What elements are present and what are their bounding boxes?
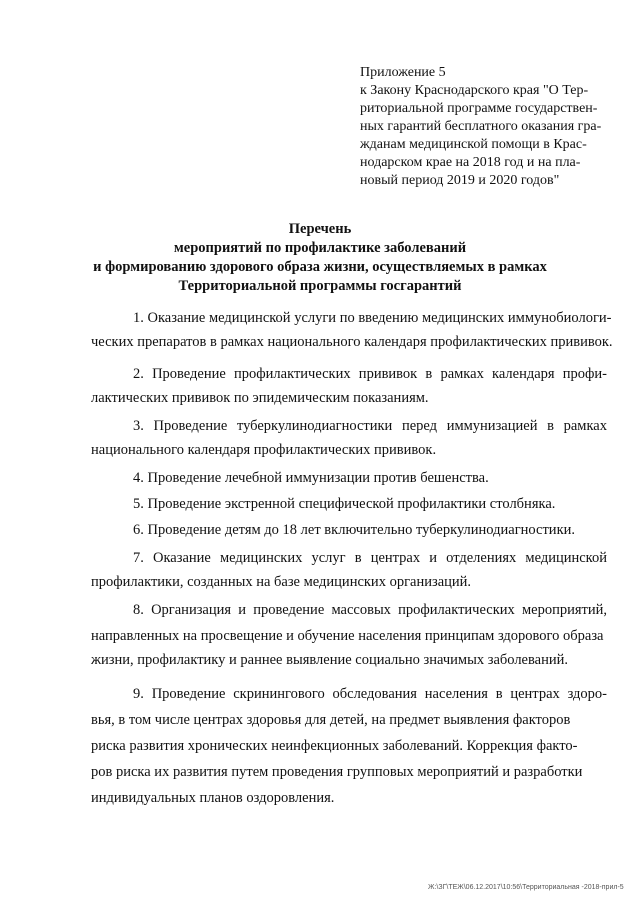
appendix-line: Приложение 5: [360, 65, 446, 80]
file-path-footer: Ж:\ЗГ\ТЕЖ\06.12.2017\10:56\Территориальная -2018-прил-5: [428, 884, 624, 891]
appendix-line: к Закону Краснодарского края "О Тер-: [360, 83, 589, 98]
item-3-line: национального календаря профилактических прививок.: [91, 442, 437, 458]
appendix-header: [360, 64, 610, 190]
item-2-line: 2. Проведение профилактических прививок в рамках календаря профи-: [133, 366, 607, 382]
item-9-line: риска развития хронических неинфекционных заболеваний. Коррекция факто-: [91, 738, 578, 754]
item-8-line: 8. Организация и проведение массовых профилактических мероприятий,: [133, 602, 607, 618]
appendix-line: риториальной программе государствен-: [360, 101, 598, 116]
item-4-line: 4. Проведение лечебной иммунизации против бешенства.: [133, 470, 489, 486]
title-line: Территориальной программы госгарантий: [178, 278, 462, 294]
item-1-line: ческих препаратов в рамках национального календаря профилактических прививок.: [91, 334, 613, 350]
item-9-line: ров риска их развития путем проведения групповых мероприятий и разработки: [91, 764, 583, 780]
item-2-line: лактических прививок по эпидемическим показаниям.: [91, 390, 429, 406]
item-9-line: индивидуальных планов оздоровления.: [91, 790, 335, 806]
item-3-line: 3. Проведение туберкулинодиагностики перед иммунизацией в рамках: [133, 418, 607, 434]
title-line: Перечень: [288, 221, 352, 237]
title-line: мероприятий по профилактике заболеваний: [173, 240, 467, 256]
appendix-line: жданам медицинской помощи в Крас-: [360, 137, 587, 152]
item-1-line: 1. Оказание медицинской услуги по введению медицинских иммунобиологи-: [133, 310, 612, 326]
document-title: [0, 220, 640, 296]
item-7-line: 7. Оказание медицинских услуг в центрах и отделениях медицинской: [133, 550, 607, 566]
appendix-line: ных гарантий бесплатного оказания гра-: [360, 119, 602, 134]
appendix-line: новый период 2019 и 2020 годов": [360, 173, 560, 188]
item-8-line: жизни, профилактику и раннее выявление социально значимых заболеваний.: [91, 652, 568, 668]
item-9-line: 9. Проведение скринингового обследования населения в центрах здоро-: [133, 686, 607, 702]
item-8-line: направленных на просвещение и обучение населения принципам здорового образа: [91, 628, 604, 644]
item-5-line: 5. Проведение экстренной специфической профилактики столбняка.: [133, 496, 556, 512]
item-9-line: вья, в том числе центрах здоровья для детей, на предмет выявления факторов: [91, 712, 571, 728]
title-line: и формированию здорового образа жизни, осуществляемых в рамках: [93, 259, 547, 275]
appendix-line: нодарском крае на 2018 год и на пла-: [360, 155, 581, 170]
item-6-line: 6. Проведение детям до 18 лет включительно туберкулинодиагностики.: [133, 522, 575, 538]
item-7-line: профилактики, созданных на базе медицинских организаций.: [91, 574, 472, 590]
